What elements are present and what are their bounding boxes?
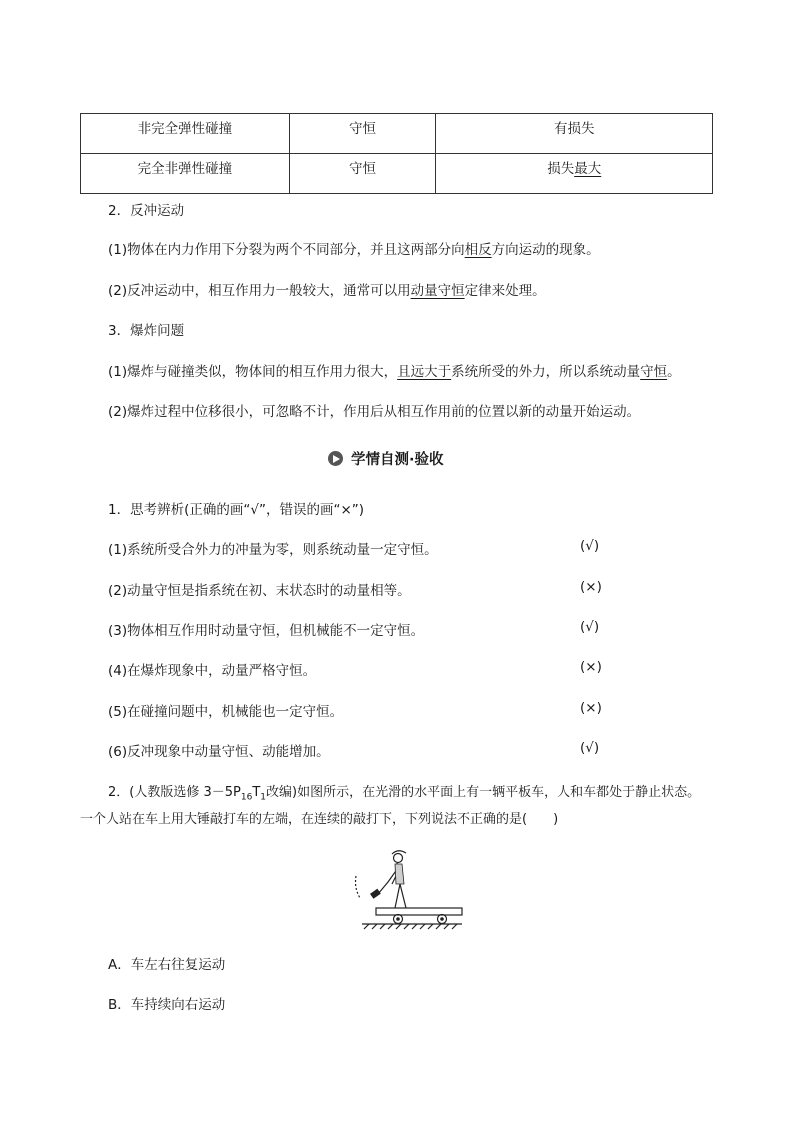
answer-mark: (×) xyxy=(580,659,602,675)
q2-line-1 xyxy=(108,781,700,803)
text-segment: 方向运动的现象。 xyxy=(491,242,600,258)
collision-table xyxy=(80,113,713,194)
section-title-text: 学情自测·验收 xyxy=(351,452,444,468)
explosion-paragraph-1 xyxy=(108,360,681,380)
answer-mark: (×) xyxy=(580,700,602,716)
text-segment: (2)反冲运动中，相互作用力一般较大，通常可以用 xyxy=(108,283,411,299)
option-b: B．车持续向右运动 xyxy=(108,997,226,1013)
answer-mark: (√) xyxy=(580,619,600,635)
underlined-answer: 守恒 xyxy=(640,364,668,380)
q1-item: (2)动量守恒是指系统在初、末状态时的动量相等。 xyxy=(108,583,411,599)
underlined-answer: 且远大于 xyxy=(397,364,452,380)
q2-line-2: 一个人站在车上用大锤敲打车的左端，在连续的敲打下，下列说法不正确的是( ) xyxy=(80,812,559,827)
section-title xyxy=(328,448,444,469)
man-hammering-cart-figure xyxy=(350,848,468,930)
energy-underlined: 最大 xyxy=(574,161,602,177)
q1-item: (6)反冲现象中动量守恒、动能增加。 xyxy=(108,744,330,760)
q1-heading: 1．思考辨析(正确的画“√”，错误的画“×”) xyxy=(108,502,365,518)
q1-item: (5)在碰撞问题中，机械能也一定守恒。 xyxy=(108,704,344,720)
answer-mark: (×) xyxy=(580,579,602,595)
momentum-cell: 守恒 xyxy=(289,114,436,154)
energy-cell: 有损失 xyxy=(436,114,713,154)
play-icon xyxy=(328,451,343,466)
recoil-paragraph-1 xyxy=(108,238,600,258)
text-segment: 系统所受的外力，所以系统动量 xyxy=(451,364,641,380)
table-row xyxy=(81,154,713,194)
recoil-paragraph-2 xyxy=(108,279,546,299)
q1-item: (1)系统所受合外力的冲量为零，则系统动量一定守恒。 xyxy=(108,542,438,558)
energy-text: 损失 xyxy=(547,161,575,177)
collision-type-cell: 非完全弹性碰撞 xyxy=(81,114,290,154)
table-row xyxy=(81,114,713,154)
recoil-heading: 2．反冲运动 xyxy=(108,203,185,219)
answer-mark: (√) xyxy=(580,538,600,554)
q1-item: (4)在爆炸现象中，动量严格守恒。 xyxy=(108,663,317,679)
option-a: A．车左右往复运动 xyxy=(108,957,226,973)
text-segment: 改编)如图所示，在光滑的水平面上有一辆平板车，人和车都处于静止状态。 xyxy=(266,785,701,800)
energy-cell xyxy=(436,154,713,194)
collision-type-cell: 完全非弹性碰撞 xyxy=(81,154,290,194)
explosion-paragraph-2: (2)爆炸过程中位移很小，可忽略不计，作用后从相互作用前的位置以新的动量开始运动。 xyxy=(108,404,641,420)
explosion-heading: 3．爆炸问题 xyxy=(108,323,185,339)
q1-item: (3)物体相互作用时动量守恒，但机械能不一定守恒。 xyxy=(108,623,425,639)
text-segment: 。 xyxy=(667,364,681,380)
underlined-answer: 动量守恒 xyxy=(410,283,465,299)
text-segment: 2．(人教版选修 3－5P xyxy=(108,785,241,800)
underlined-answer: 相反 xyxy=(464,242,492,258)
text-segment: (1)爆炸与碰撞类似，物体间的相互作用力很大， xyxy=(108,364,398,380)
answer-mark: (√) xyxy=(580,740,600,756)
text-segment: (1)物体在内力作用下分裂为两个不同部分，并且这两部分向 xyxy=(108,242,465,258)
momentum-cell: 守恒 xyxy=(289,154,436,194)
subscript: 1 xyxy=(260,792,266,803)
text-segment: 定律来处理。 xyxy=(464,283,546,299)
text-segment: T xyxy=(252,785,261,800)
subscript: 16 xyxy=(240,792,253,803)
